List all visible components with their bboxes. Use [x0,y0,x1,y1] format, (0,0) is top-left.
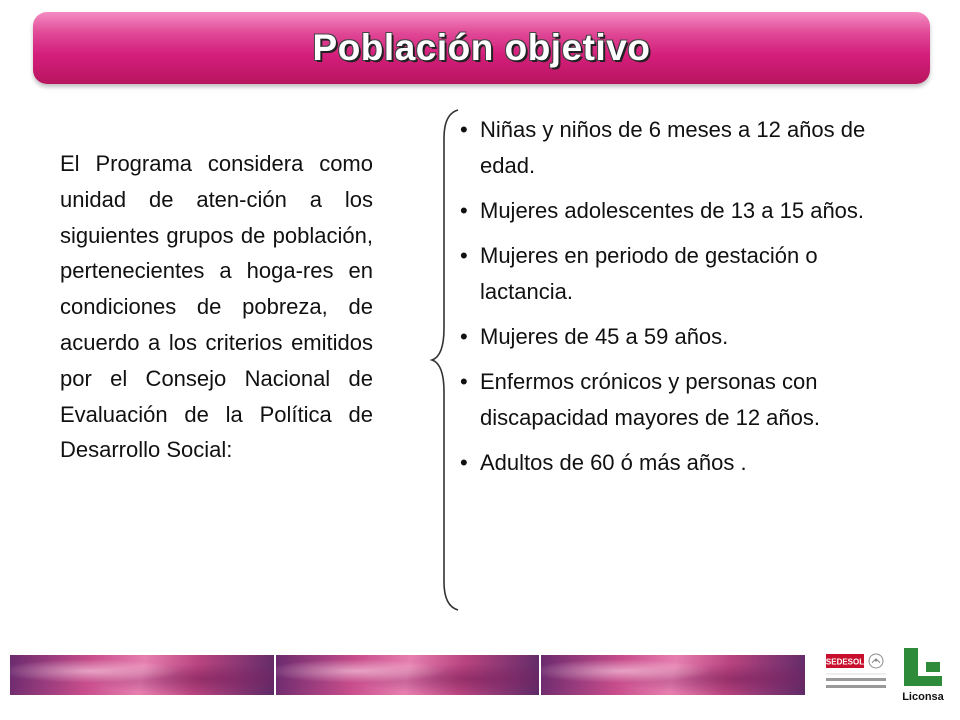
group-label: Mujeres en periodo de gestación o lactancia. [480,243,818,304]
group-label: Niñas y niños de 6 meses a 12 años de edad. [480,117,866,178]
list-item [460,364,880,436]
bullet-icon: • [460,324,468,349]
bullet-icon: • [460,450,468,475]
sedesol-logo [826,652,886,694]
bullet-icon: • [460,117,468,142]
footer-image-tile [541,655,805,695]
list-item [460,319,880,355]
target-groups-list [460,112,880,490]
sedesol-logo-text: SEDESOL [826,657,865,667]
list-item [460,238,880,310]
footer-decorative-strip [10,655,805,695]
group-label: Mujeres de 45 a 59 años. [480,324,729,349]
mexico-seal-icon [869,654,883,668]
group-label: Adultos de 60 ó más años . [480,450,747,475]
slide-title: Población objetivo [312,27,651,68]
list-item [460,193,880,229]
list-item [460,445,880,481]
group-label: Mujeres adolescentes de 13 a 15 años. [480,198,865,223]
bullet-icon: • [460,198,468,223]
list-item [460,112,880,184]
footer-image-tile [10,655,276,695]
intro-paragraph: El Programa considera como unidad de aten-ción a los siguientes grupos de población, pertenecientes a hoga-res en condiciones de pobreza, de acuerdo a los criterios emitidos por el Consejo Nacional de Evaluación de la Política de Desarrollo Social: [60,151,373,463]
liconsa-logo [900,646,946,702]
bullet-icon: • [460,369,468,394]
title-bar [33,12,930,84]
footer-image-tile [276,655,542,695]
bullet-icon: • [460,243,468,268]
liconsa-logo-text: Liconsa [902,691,944,702]
group-label: Enfermos crónicos y personas con discapacidad mayores de 12 años. [480,369,820,430]
